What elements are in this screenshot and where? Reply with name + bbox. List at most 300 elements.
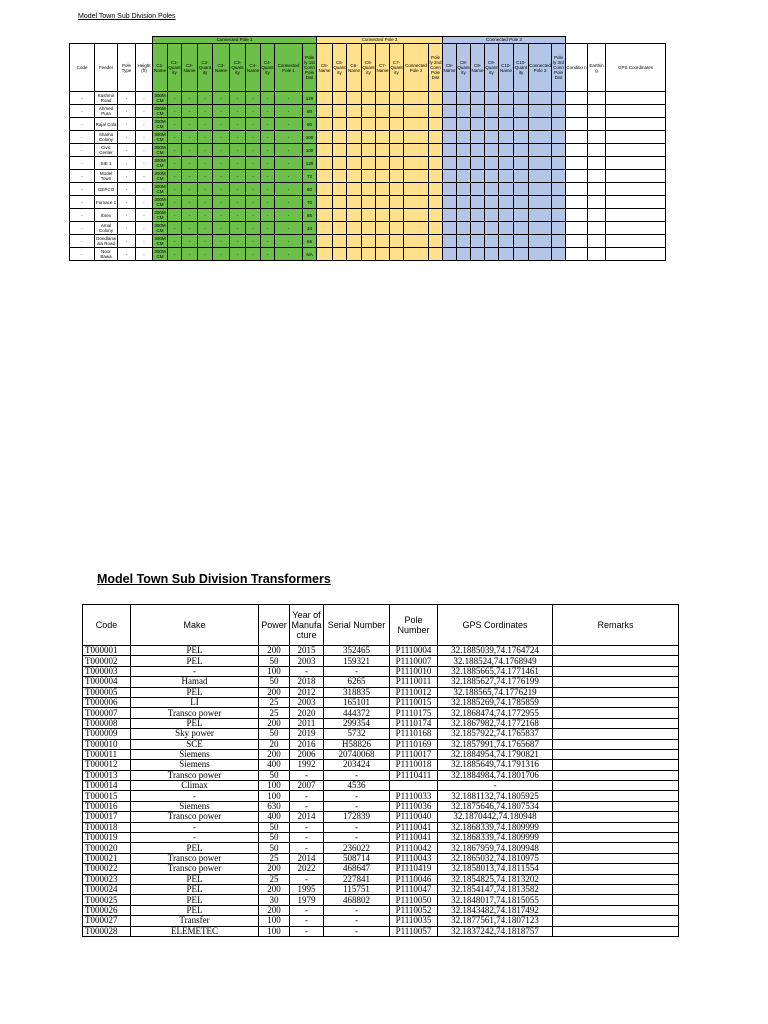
cell-empty: - xyxy=(275,209,303,222)
cell-empty xyxy=(333,131,347,144)
cell-empty xyxy=(404,118,429,131)
cell-remarks xyxy=(553,895,679,905)
poles-table xyxy=(69,36,666,261)
column-header: C7-Quant ity xyxy=(390,44,404,92)
cell-code: T000022 xyxy=(83,864,131,874)
cell-empty xyxy=(457,157,471,170)
cell-empty: - xyxy=(275,118,303,131)
cell-make: Transco power xyxy=(131,708,259,718)
cell-power: 200 xyxy=(259,864,290,874)
cell-empty: - xyxy=(182,157,198,170)
cell-empty xyxy=(606,144,666,157)
cell-empty xyxy=(606,222,666,235)
cell-empty xyxy=(471,105,485,118)
cell-remarks xyxy=(553,812,679,822)
cell-empty: - xyxy=(168,144,182,157)
cell-empty xyxy=(443,248,457,261)
cell-empty xyxy=(443,118,457,131)
cell-empty xyxy=(566,183,588,196)
cell-remarks xyxy=(553,884,679,894)
cell-empty: - xyxy=(213,118,230,131)
cell-serial: - xyxy=(324,666,390,676)
cell-empty xyxy=(552,196,566,209)
cell-pole-type: - xyxy=(118,209,136,222)
cell-empty: - xyxy=(275,235,303,248)
cell-remarks xyxy=(553,916,679,926)
cell-height: - xyxy=(136,118,153,131)
cell-empty: - xyxy=(182,92,198,105)
cell-empty: - xyxy=(168,157,182,170)
cell-remarks xyxy=(553,749,679,759)
cell-power: 25 xyxy=(259,708,290,718)
cell-year: 1979 xyxy=(290,895,324,905)
cell-empty xyxy=(485,235,499,248)
transformers-title: Model Town Sub Division Transformers xyxy=(97,572,331,586)
cell-empty xyxy=(552,131,566,144)
cell-empty xyxy=(514,157,529,170)
cell-empty: - xyxy=(275,183,303,196)
cell-empty: - xyxy=(230,222,246,235)
cell-empty xyxy=(606,131,666,144)
cell-empty xyxy=(443,183,457,196)
cell-pole-type: - xyxy=(118,131,136,144)
column-header: GPS Coordinates xyxy=(606,44,666,92)
cell-power: 50 xyxy=(259,677,290,687)
cell-empty xyxy=(485,222,499,235)
cell-gps: 32.1877561,74.1807123 xyxy=(438,916,553,926)
cell-empty: - xyxy=(168,235,182,248)
cell-remarks xyxy=(553,801,679,811)
table-row xyxy=(70,105,666,118)
table-row xyxy=(70,222,666,235)
cell-year: 2018 xyxy=(290,677,324,687)
cell-empty: - xyxy=(213,196,230,209)
cell-remarks xyxy=(553,666,679,676)
table-row xyxy=(70,248,666,261)
cell-code: T000006 xyxy=(83,697,131,707)
cell-empty: - xyxy=(246,118,261,131)
cell-year: 1992 xyxy=(290,760,324,770)
cell-empty: - xyxy=(261,144,275,157)
cell-power: 400 xyxy=(259,760,290,770)
cell-gps: 32.1848017,74.1815055 xyxy=(438,895,553,905)
cell-empty xyxy=(362,131,376,144)
cell-empty xyxy=(606,248,666,261)
cell-code: T000015 xyxy=(83,791,131,801)
cell-serial: - xyxy=(324,791,390,801)
cell-empty xyxy=(333,92,347,105)
cell-serial: - xyxy=(324,833,390,843)
cell-gps: 32.1885665,74.1771461 xyxy=(438,666,553,676)
table-row xyxy=(70,131,666,144)
cell-empty xyxy=(588,92,606,105)
cell-empty: - xyxy=(261,170,275,183)
cell-pole-number: P1110004 xyxy=(390,646,438,656)
cell-empty xyxy=(429,131,443,144)
cell-gps: 32.1857991,74.1765687 xyxy=(438,739,553,749)
cell-code: T000009 xyxy=(83,729,131,739)
cell-empty xyxy=(333,209,347,222)
cell-empty: - xyxy=(168,131,182,144)
cell-gps: 32.1884954,74.1790821 xyxy=(438,749,553,759)
cell-power: 20 xyxy=(259,739,290,749)
cell-code: - xyxy=(70,131,95,144)
column-header: C8-Name xyxy=(443,44,457,92)
cell-serial: 203424 xyxy=(324,760,390,770)
cell-empty: - xyxy=(275,105,303,118)
cell-serial: 444372 xyxy=(324,708,390,718)
cell-pole-number: P1110175 xyxy=(390,708,438,718)
cell-empty xyxy=(317,144,333,157)
cell-year: - xyxy=(290,916,324,926)
cell-empty xyxy=(529,118,552,131)
cell-empty xyxy=(566,105,588,118)
cell-code: T000024 xyxy=(83,884,131,894)
cell-c1-name: 300M CM xyxy=(154,223,166,233)
cell-make: Transco power xyxy=(131,812,259,822)
cell-make: PEL xyxy=(131,884,259,894)
cell-empty xyxy=(317,183,333,196)
cell-serial: - xyxy=(324,822,390,832)
cell-empty xyxy=(333,222,347,235)
cell-empty xyxy=(376,118,390,131)
cell-empty xyxy=(429,170,443,183)
cell-empty xyxy=(457,209,471,222)
cell-empty: - xyxy=(182,196,198,209)
table-row xyxy=(83,697,679,707)
cell-empty xyxy=(529,196,552,209)
cell-empty xyxy=(529,248,552,261)
cell-1st-pole-distance: 130 xyxy=(303,157,317,170)
cell-serial: - xyxy=(324,801,390,811)
cell-empty xyxy=(499,222,514,235)
cell-empty xyxy=(552,92,566,105)
table-row xyxy=(83,708,679,718)
column-header: Feeder xyxy=(95,44,118,92)
cell-remarks xyxy=(553,739,679,749)
column-header: C5-Quant ity xyxy=(333,44,347,92)
cell-empty: - xyxy=(230,170,246,183)
cell-empty xyxy=(588,222,606,235)
cell-code: T000028 xyxy=(83,926,131,936)
cell-empty xyxy=(471,157,485,170)
cell-empty xyxy=(429,92,443,105)
cell-power: 50 xyxy=(259,729,290,739)
cell-empty: - xyxy=(182,222,198,235)
cell-empty xyxy=(566,92,588,105)
cell-pole-type: - xyxy=(118,248,136,261)
cell-make: Siemens xyxy=(131,801,259,811)
cell-feeder: GEPCO xyxy=(95,183,118,196)
cell-pole-number: P1110174 xyxy=(390,718,438,728)
cell-empty xyxy=(566,157,588,170)
column-header: C4-Quant ity xyxy=(261,44,275,92)
cell-empty xyxy=(443,170,457,183)
cell-year: - xyxy=(290,874,324,884)
cell-c1-name: 300M CM xyxy=(154,119,166,129)
cell-empty xyxy=(390,144,404,157)
cell-pole-number: P1110041 xyxy=(390,833,438,843)
transformers-table xyxy=(82,604,679,937)
cell-pole-number: P1110011 xyxy=(390,677,438,687)
cell-empty xyxy=(347,131,362,144)
cell-remarks xyxy=(553,656,679,666)
cell-empty xyxy=(606,157,666,170)
cell-empty xyxy=(347,209,362,222)
column-header: Make xyxy=(131,605,259,646)
cell-empty xyxy=(390,222,404,235)
cell-empty xyxy=(485,196,499,209)
cell-empty xyxy=(471,222,485,235)
cell-power: 30 xyxy=(259,895,290,905)
cell-year: - xyxy=(290,666,324,676)
cell-pole-type: - xyxy=(118,157,136,170)
cell-pole-type: - xyxy=(118,222,136,235)
cell-power: 25 xyxy=(259,697,290,707)
cell-empty xyxy=(552,248,566,261)
cell-empty xyxy=(390,157,404,170)
cell-empty xyxy=(376,196,390,209)
cell-year: 2014 xyxy=(290,853,324,863)
cell-empty xyxy=(552,144,566,157)
cell-code: - xyxy=(70,248,95,261)
cell-code: T000003 xyxy=(83,666,131,676)
cell-empty xyxy=(457,144,471,157)
cell-empty xyxy=(347,222,362,235)
cell-empty: - xyxy=(246,170,261,183)
cell-make: Transco power xyxy=(131,770,259,780)
cell-pole-number: P1110050 xyxy=(390,895,438,905)
cell-year: - xyxy=(290,770,324,780)
cell-empty: - xyxy=(213,157,230,170)
cell-empty: - xyxy=(182,209,198,222)
cell-empty xyxy=(529,92,552,105)
cell-empty xyxy=(317,131,333,144)
cell-pole-type: - xyxy=(118,118,136,131)
cell-power: 100 xyxy=(259,916,290,926)
cell-feeder: Furnace 1 xyxy=(95,196,118,209)
cell-gps: 32.1868339,74.1809999 xyxy=(438,833,553,843)
cell-empty: - xyxy=(198,248,213,261)
cell-empty xyxy=(552,209,566,222)
cell-empty xyxy=(514,105,529,118)
cell-empty xyxy=(333,196,347,209)
cell-empty xyxy=(443,131,457,144)
cell-empty: - xyxy=(168,183,182,196)
cell-pole-number: P1110033 xyxy=(390,791,438,801)
cell-empty: - xyxy=(182,118,198,131)
cell-make: Climax xyxy=(131,781,259,791)
cell-year: 2006 xyxy=(290,749,324,759)
cell-empty xyxy=(443,157,457,170)
cell-code: - xyxy=(70,92,95,105)
cell-empty: - xyxy=(275,144,303,157)
column-header: Connected Pole 2 xyxy=(404,44,429,92)
cell-empty: - xyxy=(213,131,230,144)
cell-code: T000026 xyxy=(83,905,131,915)
cell-empty xyxy=(514,196,529,209)
cell-empty: - xyxy=(230,248,246,261)
cell-empty xyxy=(347,183,362,196)
column-header: Pole ly 3rd Conn Pole Dist xyxy=(552,44,566,92)
cell-year: 2012 xyxy=(290,687,324,697)
cell-c1-name: 300M CM xyxy=(154,106,166,116)
cell-empty xyxy=(376,183,390,196)
cell-pole-number: P1110007 xyxy=(390,656,438,666)
cell-gps: 32.1867982,74.1772168 xyxy=(438,718,553,728)
cell-remarks xyxy=(553,833,679,843)
cell-empty: - xyxy=(261,118,275,131)
cell-empty xyxy=(443,196,457,209)
table-row xyxy=(83,687,679,697)
cell-c1-name: 300M CM xyxy=(154,236,166,246)
group-header-connected-pole-2: Connected Pole 2 xyxy=(317,37,443,44)
cell-serial: 115751 xyxy=(324,884,390,894)
cell-empty: - xyxy=(261,209,275,222)
cell-empty xyxy=(485,170,499,183)
cell-empty xyxy=(457,118,471,131)
cell-empty xyxy=(514,235,529,248)
cell-empty: - xyxy=(246,235,261,248)
cell-make: - xyxy=(131,822,259,832)
cell-empty: - xyxy=(246,92,261,105)
cell-empty: - xyxy=(182,105,198,118)
cell-empty xyxy=(404,235,429,248)
cell-empty xyxy=(317,248,333,261)
cell-height: - xyxy=(136,144,153,157)
cell-serial: 227841 xyxy=(324,874,390,884)
cell-empty xyxy=(588,131,606,144)
cell-empty xyxy=(390,196,404,209)
cell-1st-pole-distance: 80 xyxy=(303,183,317,196)
cell-code: T000017 xyxy=(83,812,131,822)
cell-empty: - xyxy=(198,157,213,170)
cell-power: 50 xyxy=(259,822,290,832)
cell-empty xyxy=(529,183,552,196)
cell-empty xyxy=(471,183,485,196)
cell-empty: - xyxy=(198,209,213,222)
cell-empty xyxy=(514,170,529,183)
cell-empty xyxy=(390,235,404,248)
cell-make: - xyxy=(131,833,259,843)
cell-empty: - xyxy=(275,131,303,144)
cell-empty xyxy=(552,235,566,248)
cell-empty xyxy=(317,92,333,105)
cell-empty xyxy=(429,235,443,248)
cell-year: - xyxy=(290,822,324,832)
cell-empty: - xyxy=(182,131,198,144)
cell-empty xyxy=(376,209,390,222)
cell-empty: - xyxy=(275,170,303,183)
cell-height: - xyxy=(136,222,153,235)
cell-make: - xyxy=(131,666,259,676)
cell-feeder: Ahmed Pura xyxy=(95,105,118,118)
cell-empty xyxy=(347,157,362,170)
table-row xyxy=(83,677,679,687)
cell-empty: - xyxy=(213,222,230,235)
cell-empty xyxy=(347,92,362,105)
cell-feeder: Model Town xyxy=(95,170,118,183)
cell-empty: - xyxy=(275,222,303,235)
cell-empty: - xyxy=(198,144,213,157)
cell-c1-name: 300M CM xyxy=(154,132,166,142)
cell-empty xyxy=(514,92,529,105)
cell-gps: 32.1858013,74.1811554 xyxy=(438,864,553,874)
cell-empty xyxy=(588,196,606,209)
cell-empty xyxy=(390,105,404,118)
table-row xyxy=(83,895,679,905)
cell-c1-name: 300M CM xyxy=(154,197,166,207)
cell-year: 2014 xyxy=(290,812,324,822)
cell-empty: - xyxy=(213,170,230,183)
cell-pole-type: - xyxy=(118,144,136,157)
cell-code: T000007 xyxy=(83,708,131,718)
cell-empty xyxy=(606,183,666,196)
cell-year: 1995 xyxy=(290,884,324,894)
cell-pole-number: P1110041 xyxy=(390,822,438,832)
cell-empty xyxy=(499,131,514,144)
cell-pole-type: - xyxy=(118,105,136,118)
cell-pole-number: P1110015 xyxy=(390,697,438,707)
cell-year: - xyxy=(290,833,324,843)
cell-year: - xyxy=(290,791,324,801)
cell-empty: - xyxy=(213,235,230,248)
column-header: C2-Name xyxy=(182,44,198,92)
cell-empty xyxy=(471,118,485,131)
cell-empty: - xyxy=(168,209,182,222)
cell-year: 2003 xyxy=(290,656,324,666)
cell-empty xyxy=(429,222,443,235)
group-header-connected-pole-3: Connected Pole 3 xyxy=(443,37,566,44)
cell-year: 2019 xyxy=(290,729,324,739)
cell-height: - xyxy=(136,157,153,170)
cell-empty xyxy=(606,92,666,105)
cell-make: SCE xyxy=(131,739,259,749)
column-header: Remarks xyxy=(553,605,679,646)
cell-empty xyxy=(376,222,390,235)
cell-pole-number: P1110057 xyxy=(390,926,438,936)
cell-empty xyxy=(552,118,566,131)
cell-empty: - xyxy=(230,144,246,157)
cell-make: Siemens xyxy=(131,760,259,770)
cell-empty xyxy=(317,170,333,183)
cell-feeder: Noor Bawa xyxy=(95,248,118,261)
cell-empty xyxy=(566,170,588,183)
cell-empty xyxy=(404,131,429,144)
cell-1st-pole-distance: 80 xyxy=(303,118,317,131)
cell-empty xyxy=(529,131,552,144)
cell-empty xyxy=(588,157,606,170)
cell-empty xyxy=(362,118,376,131)
cell-make: Transco power xyxy=(131,864,259,874)
table-row xyxy=(83,822,679,832)
cell-empty: - xyxy=(246,144,261,157)
table-row xyxy=(70,196,666,209)
cell-empty xyxy=(606,196,666,209)
cell-serial: H58826 xyxy=(324,739,390,749)
cell-power: 50 xyxy=(259,843,290,853)
cell-empty xyxy=(485,248,499,261)
cell-empty xyxy=(514,222,529,235)
column-header: C6-Quant ity xyxy=(362,44,376,92)
cell-remarks xyxy=(553,843,679,853)
cell-gps: 32.1885649,74.1791316 xyxy=(438,760,553,770)
cell-code: T000011 xyxy=(83,749,131,759)
cell-empty xyxy=(566,196,588,209)
cell-empty: - xyxy=(275,157,303,170)
cell-empty xyxy=(362,144,376,157)
cell-power: 100 xyxy=(259,791,290,801)
